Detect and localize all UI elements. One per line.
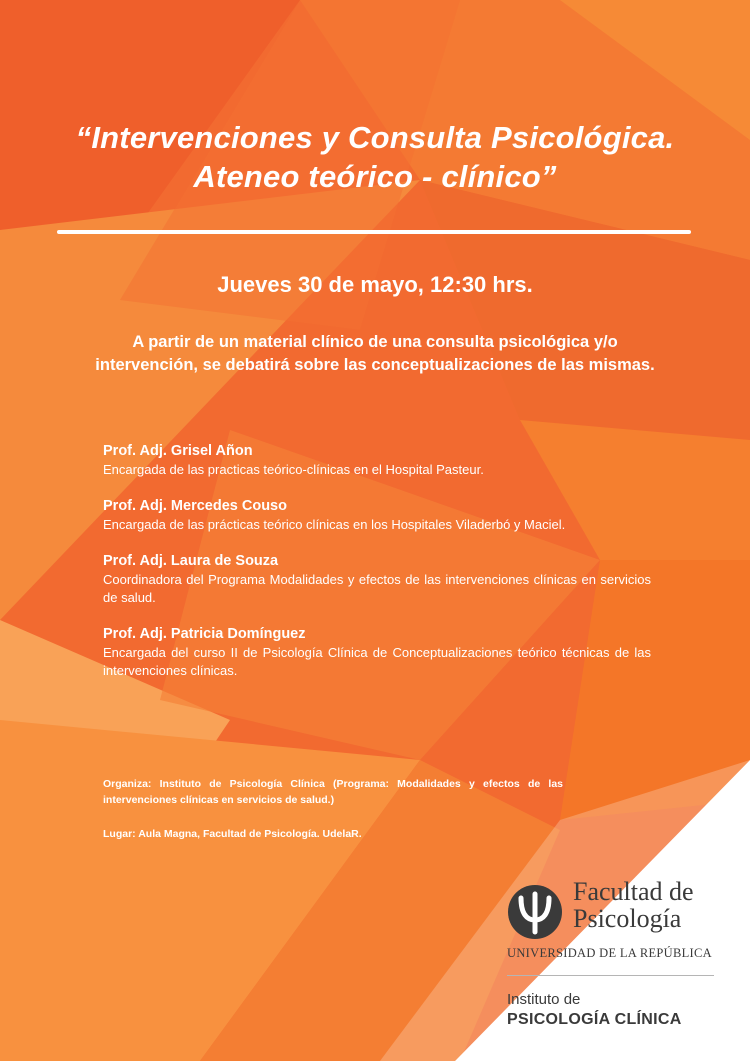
speaker-item (103, 552, 651, 607)
institute-name: PSICOLOGÍA CLÍNICA (507, 1011, 682, 1028)
speaker-name: Prof. Adj. Mercedes Couso (103, 498, 287, 514)
title-divider (57, 230, 691, 234)
psi-logo-icon (507, 884, 563, 940)
speaker-role: Encargada del curso II de Psicología Clínica de Conceptualizaciones teórico técnicas de las intervenciones clínicas. (103, 645, 651, 678)
speaker-name: Prof. Adj. Laura de Souza (103, 553, 279, 569)
faculty-name-line2: Psicología (573, 904, 682, 933)
speaker-name: Prof. Adj. Patricia Domínguez (103, 626, 306, 642)
speaker-role: Coordinadora del Programa Modalidades y efectos de las intervenciones clínicas en servicios de salud. (103, 572, 651, 605)
faculty-name-line1: Facultad de (573, 877, 694, 906)
brand-divider (507, 975, 714, 976)
event-title-line1: “Intervenciones y Consulta Psicológica. (75, 120, 675, 155)
university-name: UNIVERSIDAD DE LA REPÚBLICA (507, 946, 712, 960)
event-title-line2: Ateneo teórico - clínico” (193, 159, 557, 194)
event-description: A partir de un material clínico de una consulta psicológica y/o intervención, se debatirá sobre las conceptualizaciones de las mismas. (95, 333, 655, 374)
speaker-item (103, 442, 651, 479)
event-title (40, 118, 710, 196)
venue-note: Lugar: Aula Magna, Facultad de Psicología. UdelaR. (103, 828, 362, 840)
speaker-role: Encargada de las prácticas teórico clínicas en los Hospitales Viladerbó y Maciel. (103, 517, 566, 532)
organizer-note: Organiza: Instituto de Psicología Clínica (Programa: Modalidades y efectos de las intervenciones clínicas en servicios de salud.) (103, 778, 563, 806)
speaker-item (103, 497, 651, 534)
event-date: Jueves 30 de mayo, 12:30 hrs. (217, 272, 533, 297)
institute-label: Instituto de (507, 991, 581, 1008)
speaker-name: Prof. Adj. Grisel Añon (103, 443, 253, 459)
speaker-item (103, 625, 651, 680)
faculty-name (573, 878, 723, 932)
speaker-list (103, 442, 651, 698)
speaker-role: Encargada de las practicas teórico-clínicas en el Hospital Pasteur. (103, 462, 484, 477)
